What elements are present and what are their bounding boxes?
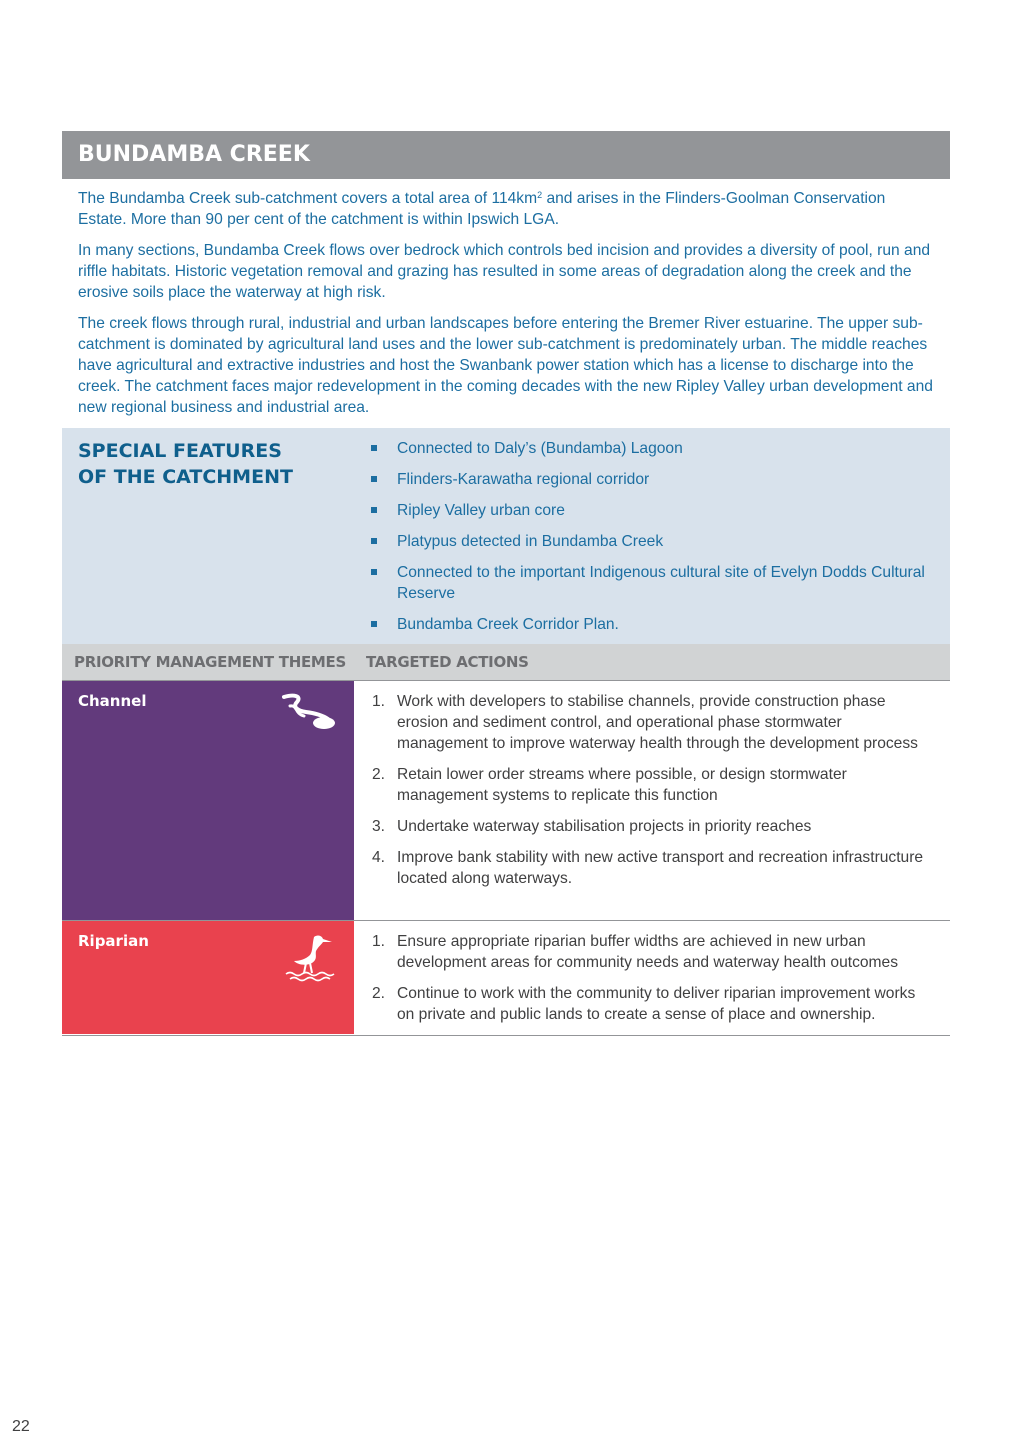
bullet-icon [371,569,377,575]
channel-actions-list [354,681,950,920]
intro-paragraph-1 [78,188,936,230]
feature-item [357,500,930,521]
intro-paragraph-3: The creek flows through rural, industrial and urban landscapes before entering the Bremer River estuarine. The upper sub-catchment is dominated by agricultural land uses and the lower sub-catchment is predominately urban. The middle reaches have agricultural and extractive industries and host the Swanbank power station which has a license to discharge into the creek. The catchment faces major redevelopment in the coming decades with the new Ripley Valley urban development and new regional business and industrial area. [78,315,933,416]
feature-text: Connected to Daly’s (Bundamba) Lagoon [397,440,683,457]
features-heading [62,438,357,644]
column-header-themes: PRIORITY MANAGEMENT THEMES [74,653,346,671]
action-number: 2. [372,766,386,783]
superscript: 2 [537,190,543,200]
riparian-actions-list [354,921,950,1035]
action-text: Continue to work with the community to deliver riparian improvement works on private and public lands to create a sense of place and ownership. [397,985,916,1023]
feature-item [357,614,930,635]
feature-text: Platypus detected in Bundamba Creek [397,533,664,550]
action-number: 2. [372,985,386,1002]
intro-p1-text-end: and arises in the Flinders-Goolman Conservation Estate. More than 90 per cent of the catchment is within Ipswich LGA. [78,190,886,228]
column-header-actions: TARGETED ACTIONS [366,653,529,671]
feature-item [357,469,930,490]
feature-item [357,562,930,604]
intro-p1-text: The Bundamba Creek sub-catchment covers a total area of 114km [78,190,538,207]
bullet-icon [371,507,377,513]
action-number: 4. [372,849,386,866]
catchment-page [62,131,950,1036]
bullet-icon [371,476,377,482]
features-heading-line-1: SPECIAL FEATURES [78,440,282,462]
feature-text: Bundamba Creek Corridor Plan. [397,616,619,633]
river-channel-icon [280,693,336,735]
heron-icon [282,933,336,987]
action-item [372,816,936,837]
action-item [372,847,936,889]
action-number: 3. [372,818,386,835]
action-item [372,691,936,754]
feature-text: Ripley Valley urban core [397,502,565,519]
bullet-icon [371,621,377,627]
theme-cell [62,681,354,920]
feature-text: Connected to the important Indigenous cultural site of Evelyn Dodds Cultural Reserve [397,564,925,602]
page-number: 22 [12,1418,30,1435]
intro-section [62,179,950,428]
action-text: Retain lower order streams where possible, or design stormwater management systems to replicate this function [397,766,847,804]
theme-label: Riparian [78,932,149,950]
action-text: Ensure appropriate riparian buffer widths are achieved in new urban development areas for community needs and waterway health outcomes [397,933,899,971]
features-list [357,438,950,644]
action-text: Work with developers to stabilise channels, provide construction phase erosion and sediment control, and operational phase stormwater management to improve waterway health through the development process [397,693,918,752]
theme-row-channel [62,681,950,921]
action-item [372,983,936,1025]
action-item [372,931,936,973]
themes-table-header [62,644,950,681]
bullet-icon [371,445,377,451]
feature-text: Flinders-Karawatha regional corridor [397,471,650,488]
theme-row-riparian [62,921,950,1036]
theme-cell [62,921,354,1034]
theme-label: Channel [78,692,147,710]
bullet-icon [371,538,377,544]
action-text: Undertake waterway stabilisation projects in priority reaches [397,818,812,835]
page-title: BUNDAMBA CREEK [62,131,950,179]
feature-item [357,531,930,552]
intro-paragraph-2: In many sections, Bundamba Creek flows over bedrock which controls bed incision and provides a diversity of pool, run and riffle habitats. Historic vegetation removal and grazing has resulted in some areas of degradation along the creek and the erosive soils place the waterway at high risk. [78,242,931,301]
action-number: 1. [372,693,386,710]
feature-item [357,438,930,459]
action-text: Improve bank stability with new active transport and recreation infrastructure located along waterways. [397,849,924,887]
action-number: 1. [372,933,386,950]
features-heading-line-2: OF THE CATCHMENT [78,466,293,488]
action-item [372,764,936,806]
special-features-section [62,428,950,644]
